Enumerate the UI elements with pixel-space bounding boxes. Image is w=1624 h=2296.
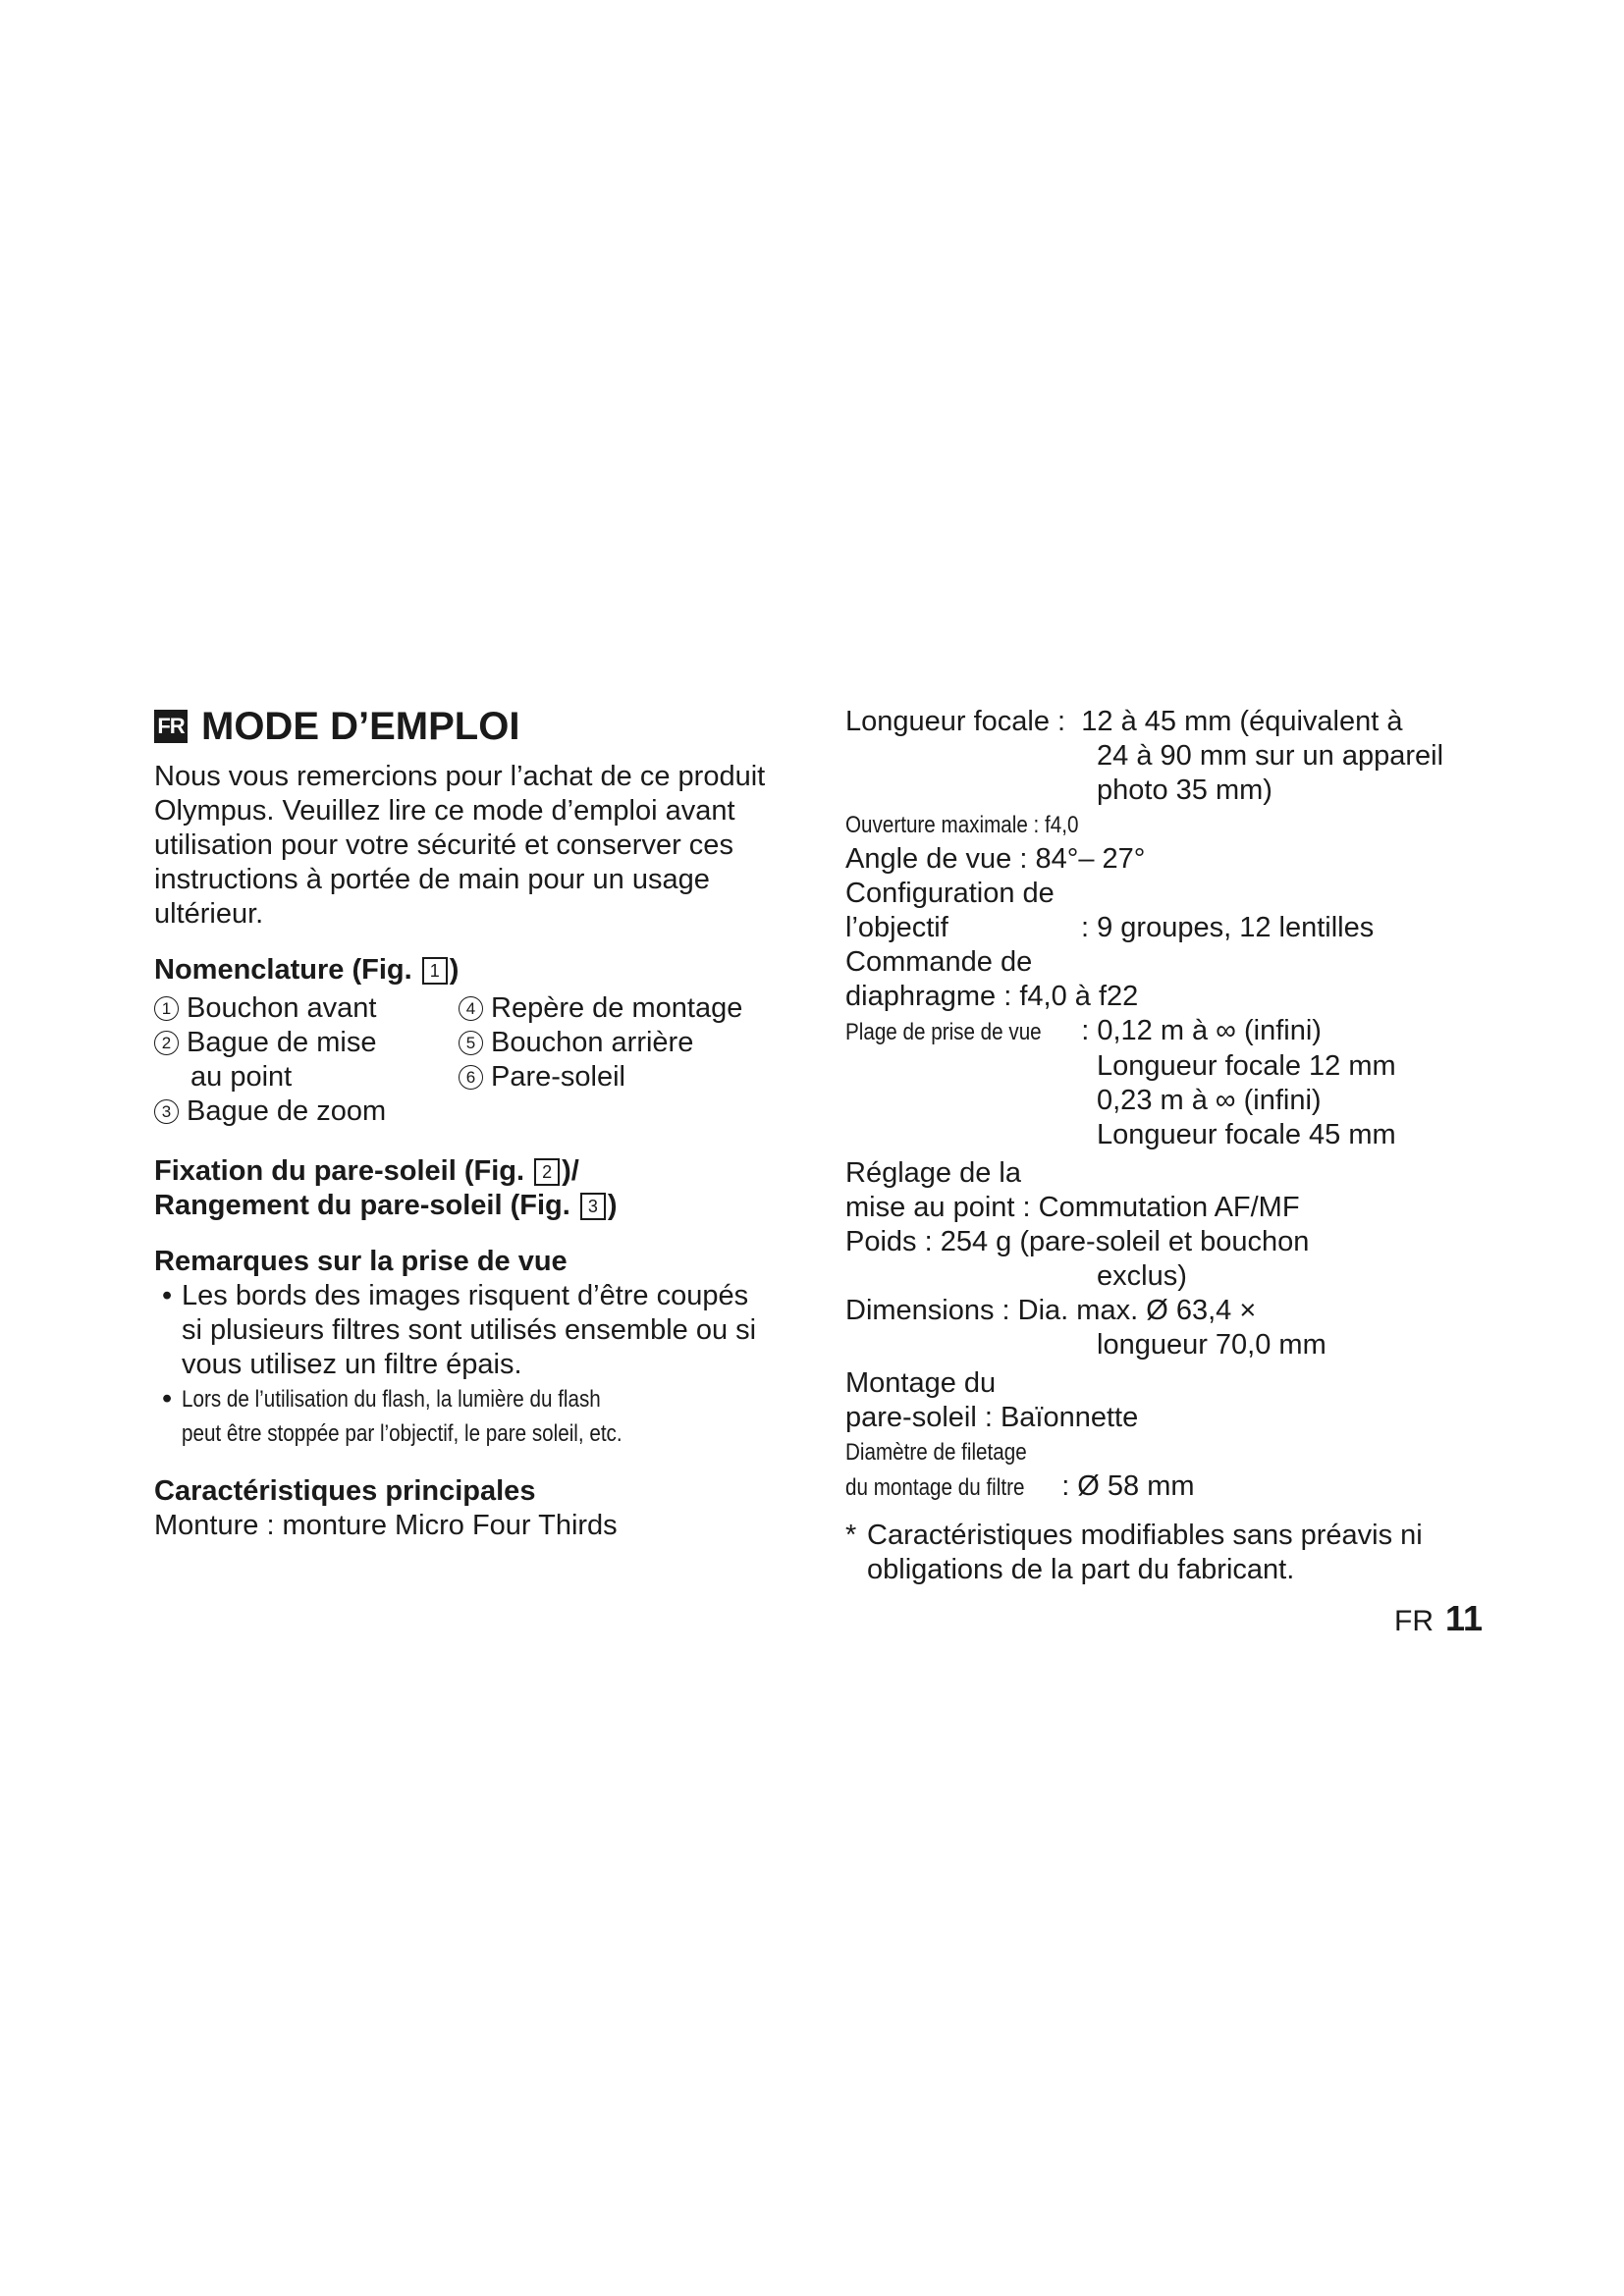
spec-montage-label: Montage du [845, 1367, 997, 1399]
bullet-line: peut être stoppée par l’objectif, le pare soleil, etc. [182, 1420, 623, 1447]
bullet-line: Les bords des images risquent d’être coupés [182, 1280, 749, 1311]
left-column [154, 699, 802, 1543]
spec-config [845, 911, 1513, 945]
nomenclature-heading [154, 953, 802, 988]
footnote [845, 1519, 1513, 1587]
spec-value: : 9 groupes, 12 lentilles [1081, 912, 1375, 943]
spec-focal [845, 705, 1513, 739]
bullet-line: Lors de l’utilisation du flash, la lumière du flash [182, 1386, 601, 1413]
page-value: 11 [1445, 1598, 1484, 1638]
nomenclature-list [154, 991, 802, 1129]
spec-value: : Ø 58 mm [1054, 1470, 1195, 1502]
bullet-item [154, 1279, 802, 1382]
footnote-line: Caractéristiques modifiables sans préavis ni [867, 1520, 1423, 1551]
bullet-dot: • [154, 1383, 173, 1415]
intro-line: utilisation pour votre sécurité et conserver ces [154, 829, 733, 861]
nomenclature-heading-text: Nomenclature (Fig. [154, 954, 420, 986]
spec-filetage-label: Diamètre de filetage [845, 1439, 1027, 1466]
spec-label: l’objectif [845, 912, 948, 943]
spec-value-cont: Longueur focale 12 mm [1097, 1050, 1396, 1082]
item-label: Bague de mise [187, 1027, 377, 1058]
list-item-continuation: au point [190, 1061, 293, 1093]
spec-plage [845, 1014, 1513, 1049]
spec-value-cont: longueur 70,0 mm [1097, 1329, 1326, 1361]
item-label: Bague de zoom [187, 1095, 387, 1127]
list-item [459, 1026, 783, 1060]
spec-value: : 0,12 m à ∞ (infini) [1073, 1015, 1322, 1046]
right-column [845, 699, 1513, 1587]
spec-value-cont: Longueur focale 45 mm [1097, 1119, 1396, 1150]
page-number [1394, 1598, 1483, 1639]
figure-ref-1: 1 [422, 957, 448, 985]
bullet-item [154, 1382, 802, 1451]
spec-label: Longueur focale : [845, 706, 1066, 737]
list-item [154, 991, 459, 1026]
item-number: 1 [154, 996, 179, 1021]
spec-reglage-label: Réglage de la [845, 1157, 1021, 1189]
spec-monture: Monture : monture Micro Four Thirds [154, 1510, 618, 1541]
rangement-text: Rangement du pare-soleil (Fig. [154, 1190, 578, 1221]
spec-config-label: Configuration de [845, 878, 1055, 909]
nomenclature-heading-close: ) [449, 954, 460, 986]
item-number: 4 [459, 996, 483, 1021]
spec-angle: Angle de vue : 84°– 27° [845, 843, 1146, 875]
spec-value: 12 à 45 mm (équivalent à [1081, 706, 1403, 737]
list-item [459, 991, 783, 1026]
figure-ref-3: 3 [580, 1193, 606, 1220]
page-title [154, 705, 802, 748]
language-badge: FR [154, 710, 188, 743]
item-label: Pare-soleil [491, 1061, 625, 1093]
spec-value-cont: 0,23 m à ∞ (infini) [1097, 1085, 1322, 1116]
list-item [459, 1060, 783, 1095]
rangement-close: ) [607, 1190, 618, 1221]
spec-montage: pare-soleil : Baïonnette [845, 1402, 1139, 1433]
item-number: 5 [459, 1031, 483, 1055]
spec-reglage: mise au point : Commutation AF/MF [845, 1192, 1300, 1223]
spec-dimensions: Dimensions : Dia. max. Ø 63,4 × [845, 1295, 1257, 1326]
item-label: Bouchon arrière [491, 1027, 694, 1058]
item-label: Repère de montage [491, 992, 743, 1024]
page-lang: FR [1394, 1605, 1434, 1637]
figure-ref-2: 2 [534, 1158, 560, 1186]
footnote-line: obligations de la part du fabricant. [867, 1554, 1295, 1585]
fixation-heading [154, 1154, 802, 1223]
title-text: MODE D’EMPLOI [201, 705, 520, 748]
intro-line: Olympus. Veuillez lire ce mode d’emploi avant [154, 795, 735, 827]
intro-paragraph [154, 760, 802, 932]
caracteristiques-heading: Caractéristiques principales [154, 1475, 536, 1507]
intro-line: ultérieur. [154, 898, 264, 930]
intro-line: Nous vous remercions pour l’achat de ce produit [154, 761, 766, 792]
bullet-dot: • [154, 1280, 173, 1311]
bullet-line: vous utilisez un filtre épais. [182, 1349, 522, 1380]
fixation-text: Fixation du pare-soleil (Fig. [154, 1155, 533, 1187]
fixation-close: )/ [562, 1155, 579, 1187]
item-number: 3 [154, 1099, 179, 1124]
spec-commande-label: Commande de [845, 946, 1033, 978]
item-label: Bouchon avant [187, 992, 377, 1024]
bullet-line: si plusieurs filtres sont utilisés ensemble ou si [182, 1314, 757, 1346]
footnote-star: * [845, 1520, 857, 1551]
spec-poids: Poids : 254 g (pare-soleil et bouchon [845, 1226, 1310, 1257]
spec-commande: diaphragme : f4,0 à f22 [845, 981, 1139, 1012]
spec-filetage [845, 1469, 1513, 1505]
spec-label: Plage de prise de vue [845, 1019, 1042, 1045]
spec-label: du montage du filtre [845, 1474, 1025, 1501]
intro-line: instructions à portée de main pour un usage [154, 864, 710, 895]
item-number: 2 [154, 1031, 179, 1055]
remarques-heading: Remarques sur la prise de vue [154, 1246, 568, 1277]
spec-value-cont: photo 35 mm) [1097, 774, 1272, 806]
spec-value-cont: exclus) [1097, 1260, 1187, 1292]
list-item [154, 1026, 459, 1060]
spec-ouverture: Ouverture maximale : f4,0 [845, 812, 1079, 838]
spec-value-cont: 24 à 90 mm sur un appareil [1097, 740, 1444, 772]
list-item [154, 1095, 459, 1129]
item-number: 6 [459, 1065, 483, 1090]
